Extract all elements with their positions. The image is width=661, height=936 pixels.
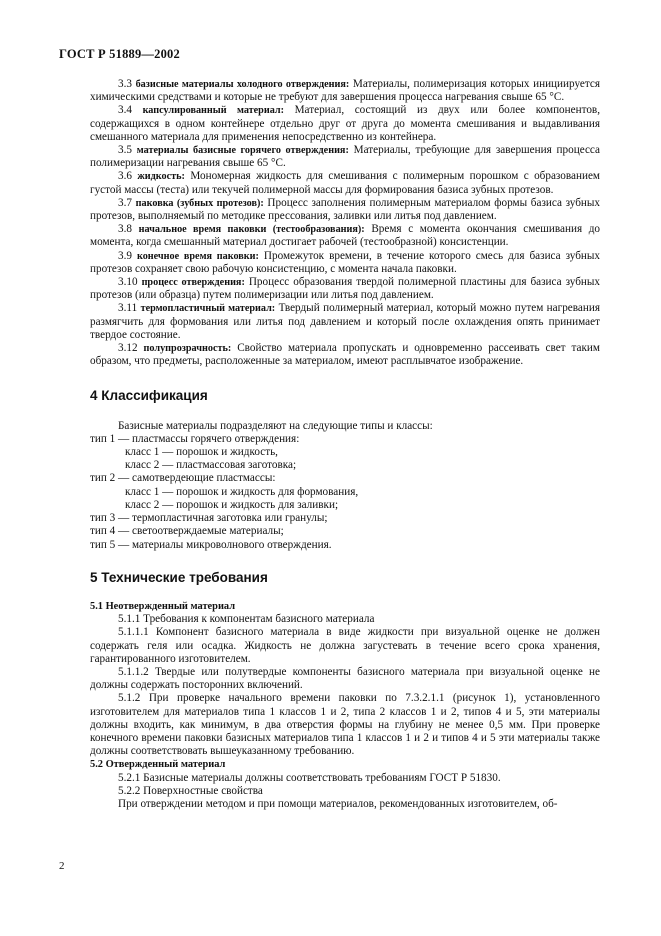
definition-3-9 bbox=[90, 250, 600, 276]
definition-text: Процесс образования твердой полимерной пластины для базиса зубных протезов (или образца) путем полимеризации или литья под давлением. bbox=[90, 276, 600, 302]
definition-number: 3.3 bbox=[118, 78, 132, 90]
definition-term: термопластичный материал: bbox=[140, 303, 276, 315]
definition-text: Материал, состоящий из двух или более компонентов, содержащихся в одном контейнере отдельно друг от друга до момента смешивания и выдавливания смешанного материала для применения непосредственно из контейнера. bbox=[90, 104, 601, 143]
definition-3-3 bbox=[90, 78, 600, 104]
classification-type-1: тип 1 — пластмассы горячего отверждения: bbox=[90, 432, 300, 445]
definition-text: Твердый полимерный материал, который можно путем нагревания размягчить для формования или литья под давлением и который после охлаждения опять принимает твердое состояние. bbox=[90, 302, 600, 341]
definition-term: жидкость: bbox=[137, 171, 185, 183]
classification-type-5: тип 5 — материалы микроволнового отверждения. bbox=[90, 538, 332, 551]
document-header: ГОСТ Р 51889—2002 bbox=[59, 47, 180, 61]
definition-number: 3.9 bbox=[118, 249, 132, 262]
classification-class-2: класс 2 — порошок и жидкость для заливки; bbox=[125, 498, 339, 511]
definition-term: базисные материалы холодного отверждения: bbox=[135, 79, 350, 90]
definition-term: процесс отверждения: bbox=[141, 277, 245, 289]
clause-5-1-1-1: 5.1.1.1 Компонент базисного материала в виде жидкости при визуальной оценке не должен содержать геля или осадка. Жидкость не должна загустевать в течение всего срока хранения, гарантированного изготовителем. bbox=[90, 626, 600, 665]
definition-3-10 bbox=[90, 276, 600, 302]
definition-term: начальное время паковки (тестообразования): bbox=[138, 224, 365, 236]
definition-number: 3.8 bbox=[118, 223, 132, 236]
clause-5-2-2: 5.2.2 Поверхностные свойства bbox=[118, 784, 263, 797]
clause-5-1-1-2: 5.1.1.2 Твердые или полутвердые компоненты базисного материала при визуальной оценке не должны содержать посторонних включений. bbox=[90, 665, 600, 692]
subsection-5-2-heading: 5.2 Отвержденный материал bbox=[90, 759, 226, 771]
definition-text: Мономерная жидкость для смешивания с полимерным порошком с образованием густой массы (теста) или текучей полимерной массы для формирования базиса зубных протезов. bbox=[90, 170, 600, 196]
clause-5-2-2-text: При отверждении методом и при помощи материалов, рекомендованных изготовителем, об- bbox=[118, 797, 558, 810]
definition-3-4 bbox=[90, 104, 600, 144]
definition-text: Промежуток времени, в течение которого смесь для базиса зубных протезов сохраняет свою рабочую консистенцию, с момента начала паковки. bbox=[90, 249, 601, 275]
definition-number: 3.11 bbox=[118, 302, 138, 315]
classification-class-1: класс 1 — порошок и жидкость для формования, bbox=[125, 485, 359, 498]
classification-list bbox=[90, 433, 600, 552]
definition-text: Материалы, полимеризация которых инициируется химическими средствами и которые не требуют для завершения процесса нагревания свыше 65 °С. bbox=[90, 78, 601, 104]
definition-term: материалы базисные горячего отверждения: bbox=[136, 145, 349, 157]
classification-type-3: тип 3 — термопластичная заготовка или гранулы; bbox=[90, 512, 328, 525]
definition-3-8 bbox=[90, 223, 600, 249]
section-4-intro: Базисные материалы подразделяют на следующие типы и классы: bbox=[118, 419, 433, 432]
clause-5-2-1: 5.2.1 Базисные материалы должны соответствовать требованиям ГОСТ Р 51830. bbox=[118, 771, 501, 784]
definition-term: паковка (зубных протезов): bbox=[135, 197, 264, 209]
definition-term: конечное время паковки: bbox=[136, 250, 259, 262]
definition-number: 3.7 bbox=[118, 196, 132, 209]
definition-number: 3.4 bbox=[118, 104, 132, 117]
definition-term: капсулированный материал: bbox=[142, 105, 285, 117]
definition-number: 3.6 bbox=[118, 170, 132, 183]
clause-5-1-2: 5.1.2 При проверке начального времени паковки по 7.3.2.1.1 (рисунок 1), установленного изготовителем для материалов типа 1 классов 1 и 2, типа 2 классов 1 и 2, типов 4 и 5, эти материалы должны входить, как минимум, в два отверстия формы на глубину не менее 0,5 мм. При проверке конечного времени паковки базисных материалов типа 1 классов 1 и 2 и типов 4 и 5 эти материалы также должны соответствовать вышеуказанному требованию. bbox=[90, 692, 600, 758]
definition-text: Свойство материала пропускать и одновременно рассеивать свет таким образом, что предметы, расположенные за материалом, имеют расплывчатое изображение. bbox=[90, 342, 601, 368]
definition-3-12 bbox=[90, 342, 600, 368]
definition-number: 3.5 bbox=[118, 144, 132, 157]
definition-number: 3.12 bbox=[118, 342, 138, 355]
classification-type-4: тип 4 — светоотверждаемые материалы; bbox=[90, 525, 284, 538]
definitions-list bbox=[90, 78, 600, 368]
section-5-title: 5 Технические требования bbox=[90, 569, 268, 585]
page-content bbox=[90, 78, 600, 811]
section-4-title: 4 Классификация bbox=[90, 388, 208, 404]
classification-type-2: тип 2 — самотвердеющие пластмассы: bbox=[90, 472, 276, 485]
definition-3-7 bbox=[90, 197, 600, 223]
definition-number: 3.10 bbox=[118, 276, 138, 289]
definition-3-5 bbox=[90, 144, 600, 170]
page-number: 2 bbox=[59, 860, 65, 872]
definition-text: Время с момента окончания смешивания до момента, когда смешанный материал достигает рабочей (тестообразной) консистенции. bbox=[90, 223, 600, 249]
subsection-5-1-heading: 5.1 Неотвержденный материал bbox=[90, 600, 236, 612]
clause-5-1-1: 5.1.1 Требования к компонентам базисного материала bbox=[118, 613, 375, 626]
definition-text: Процесс заполнения полимерным материалом формы базиса зубных протезов, выполняемый по методике прессования, заливки или литья под давлением. bbox=[90, 196, 601, 223]
classification-class-1: класс 1 — порошок и жидкость, bbox=[125, 446, 278, 459]
definition-text: Материалы, требующие для завершения процесса полимеризации нагревания свыше 65 °С. bbox=[90, 144, 600, 170]
definition-3-11 bbox=[90, 302, 600, 342]
definition-3-6 bbox=[90, 170, 600, 196]
classification-class-2: класс 2 — пластмассовая заготовка; bbox=[125, 459, 297, 472]
definition-term: полупрозрачность: bbox=[143, 343, 232, 355]
